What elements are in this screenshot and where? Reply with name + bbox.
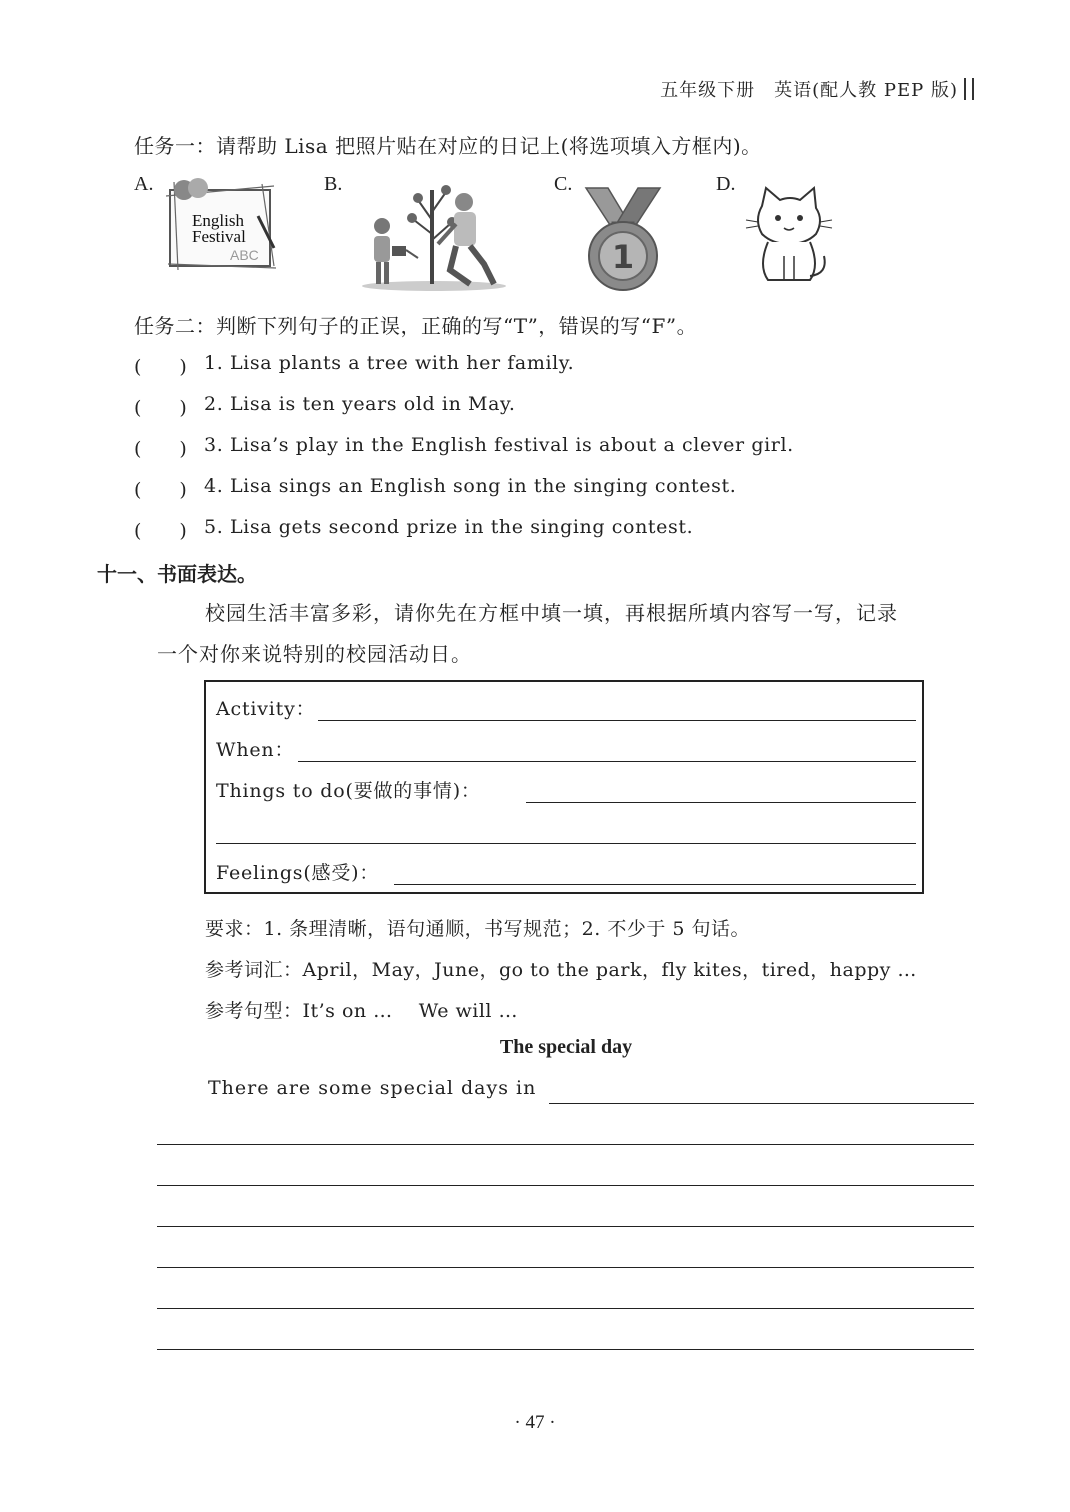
- statement-text: 1. Lisa plants a tree with her family.: [204, 352, 575, 374]
- answer-paren[interactable]: ( ): [134, 479, 187, 501]
- plant-tree-image: [360, 180, 508, 292]
- essay-line-5[interactable]: [157, 1308, 974, 1309]
- header-bar-divider: [964, 78, 974, 100]
- things-to-do-blank[interactable]: [526, 802, 916, 803]
- option-c-label: C.: [554, 173, 573, 195]
- option-d-label: D.: [716, 173, 736, 195]
- intro-line-1: 校园生活丰富多彩，请你先在方框中填一填，再根据所填内容写一写，记录: [205, 601, 898, 625]
- answer-paren[interactable]: ( ): [134, 438, 187, 460]
- activity-blank[interactable]: [318, 720, 916, 721]
- feelings-blank[interactable]: [394, 884, 916, 885]
- statement-3: [134, 434, 794, 461]
- essay-line-3[interactable]: [157, 1226, 974, 1227]
- statement-1: [134, 352, 574, 379]
- medal-number: 1: [611, 238, 635, 276]
- statement-4: [134, 475, 736, 502]
- section-11-title: 十一、书面表达。: [97, 562, 257, 586]
- things-to-do-label: Things to do(要做的事情)：: [216, 780, 481, 802]
- image-text-abc: ABC: [230, 247, 259, 263]
- statement-2: [134, 393, 515, 420]
- option-a-label: A.: [134, 173, 154, 195]
- gold-medal-image: [582, 184, 664, 292]
- intro-line-2: 一个对你来说特别的校园活动日。: [157, 642, 472, 666]
- essay-start: There are some special days in: [208, 1077, 537, 1099]
- statement-text: 5. Lisa gets second prize in the singing contest.: [204, 516, 694, 538]
- essay-line-0[interactable]: [549, 1103, 974, 1104]
- image-text-english: English: [192, 211, 244, 230]
- statement-text: 2. Lisa is ten years old in May.: [204, 393, 516, 415]
- statement-text: 3. Lisa’s play in the English festival is about a clever girl.: [204, 434, 794, 456]
- essay-line-1[interactable]: [157, 1144, 974, 1145]
- page-header: [660, 76, 974, 102]
- english-festival-image: [162, 176, 280, 272]
- reference-patterns: 参考句型：It’s on … We will …: [205, 1000, 519, 1022]
- essay-line-6[interactable]: [157, 1349, 974, 1350]
- activity-label: Activity：: [216, 698, 316, 720]
- fill-in-box: [204, 680, 924, 894]
- answer-paren[interactable]: ( ): [134, 520, 187, 542]
- essay-line-4[interactable]: [157, 1267, 974, 1268]
- reference-vocabulary: 参考词汇：April，May，June，go to the park，fly kites，tired，happy …: [205, 959, 917, 981]
- when-label: When：: [216, 739, 295, 761]
- option-b-label: B.: [324, 173, 343, 195]
- essay-title: The special day: [499, 1036, 633, 1058]
- cat-image: [744, 186, 834, 286]
- requirements: 要求：1. 条理清晰，语句通顺，书写规范；2. 不少于 5 句话。: [205, 918, 751, 940]
- statement-5: [134, 516, 693, 543]
- when-blank[interactable]: [298, 761, 916, 762]
- image-text-festival: Festival: [192, 227, 246, 246]
- essay-line-2[interactable]: [157, 1185, 974, 1186]
- answer-paren[interactable]: ( ): [134, 397, 187, 419]
- statement-text: 4. Lisa sings an English song in the singing contest.: [204, 475, 737, 497]
- feelings-label: Feelings(感受)：: [216, 862, 380, 884]
- page-number: · 47 ·: [514, 1412, 556, 1433]
- task1-title: 任务一：请帮助 Lisa 把照片贴在对应的日记上(将选项填入方框内)。: [134, 134, 762, 158]
- things-to-do-blank-2[interactable]: [216, 843, 916, 844]
- task2-title: 任务二：判断下列句子的正误，正确的写“T”，错误的写“F”。: [134, 314, 698, 338]
- answer-paren[interactable]: ( ): [134, 356, 187, 378]
- header-text: 五年级下册 英语(配人教 PEP 版): [660, 80, 958, 101]
